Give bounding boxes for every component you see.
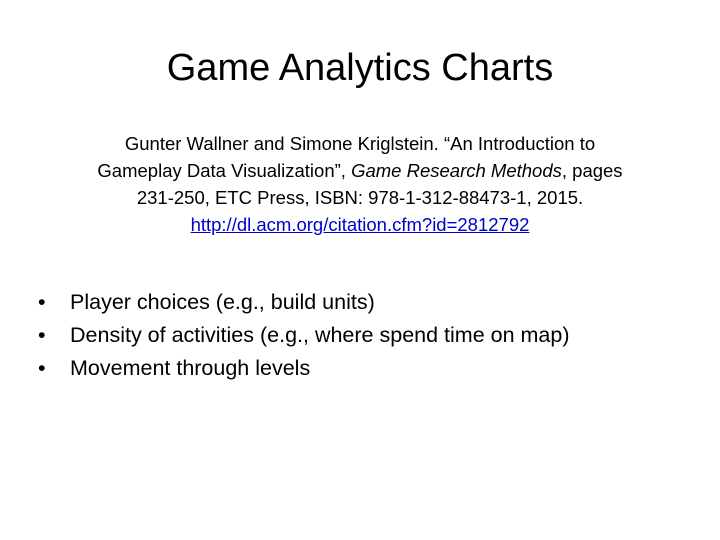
bullet-item	[38, 319, 698, 352]
bullet-dot: •	[38, 356, 46, 380]
citation-link[interactable]: http://dl.acm.org/citation.cfm?id=2812792	[190, 214, 530, 235]
bullet-text: Player choices (e.g., build units)	[70, 290, 375, 314]
bullet-dot: •	[38, 323, 46, 347]
citation-line-1: Gunter Wallner and Simone Kriglstein. “An Introduction to	[124, 133, 596, 154]
bullet-text: Density of activities (e.g., where spend time on map)	[70, 323, 570, 347]
bullet-text: Movement through levels	[70, 356, 311, 380]
bullet-item	[38, 286, 698, 319]
citation	[40, 130, 680, 238]
citation-line-3: 231-250, ETC Press, ISBN: 978-1-312-88473-1, 2015.	[136, 187, 584, 208]
bullet-item	[38, 352, 698, 385]
slide-title: Game Analytics Charts	[166, 47, 554, 89]
citation-title-end: Gameplay Data Visualization”,	[97, 160, 352, 181]
bullet-dot: •	[38, 290, 46, 314]
citation-line-4	[40, 211, 680, 238]
citation-venue: Game Research Methods	[351, 160, 562, 181]
bullet-list	[38, 286, 698, 385]
citation-line-2	[40, 157, 680, 184]
citation-pages-label: , pages	[561, 160, 623, 181]
